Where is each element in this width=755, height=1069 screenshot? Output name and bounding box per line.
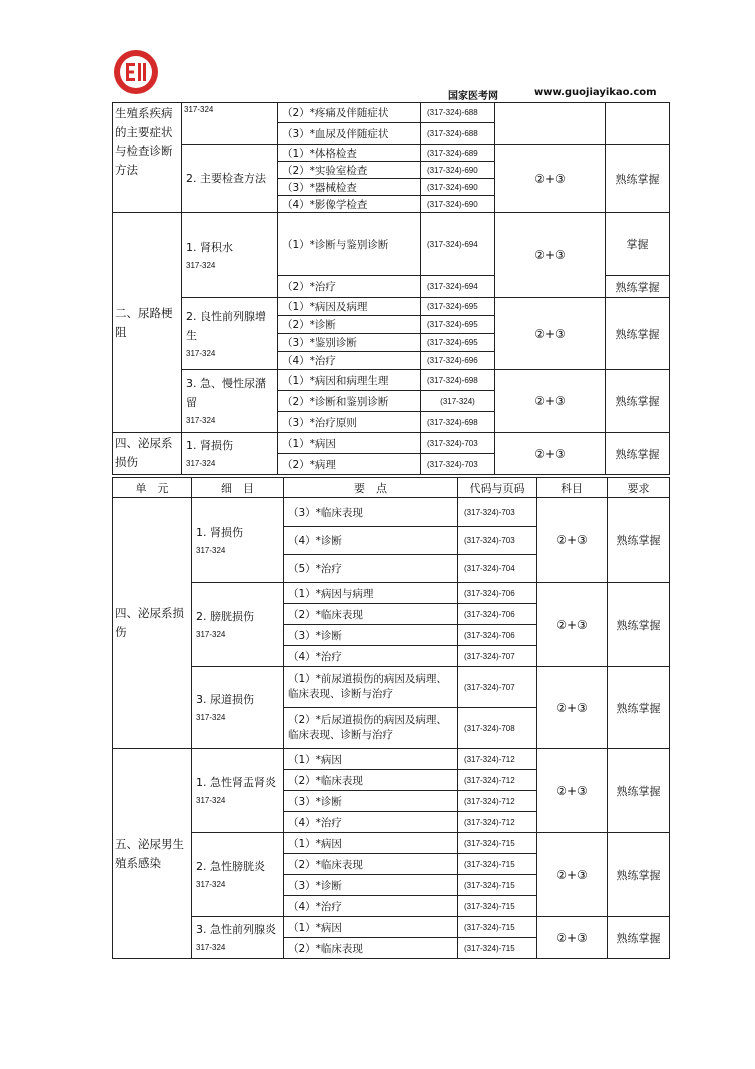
unit-cell: 生殖系疾病的主要症状与检查诊断方法: [113, 103, 182, 213]
code-cell: (317-324)-703: [458, 527, 537, 555]
code-cell: (317-324)-706: [458, 625, 537, 646]
code-cell: (317-324)-708: [458, 708, 537, 749]
code-cell: (317-324)-707: [458, 667, 537, 708]
code-cell: (317-324)-703: [458, 498, 537, 527]
point-cell: （2）*临床表现: [284, 854, 458, 875]
detail-name: 2. 膀胱损伤: [196, 610, 254, 623]
unit-cell: 四、泌尿系损伤: [113, 498, 192, 749]
detail-code: 317-324: [186, 416, 216, 425]
syllabus-table-top: [112, 102, 670, 475]
point-cell: （2）*实验室检查: [278, 162, 421, 179]
code-cell: (317-324)-715: [458, 917, 537, 938]
point-cell: （2）*疼痛及伴随症状: [278, 103, 421, 123]
detail-code: 317-324: [186, 459, 216, 468]
table-row: [113, 749, 670, 770]
detail-cell: [182, 433, 278, 475]
subject-cell: ②+③: [537, 749, 608, 833]
table-row: [113, 583, 670, 604]
code-cell: (317-324)-712: [458, 749, 537, 770]
code-cell: (317-324)-688: [421, 103, 495, 123]
subject-cell: ②+③: [537, 917, 608, 959]
point-cell: （2）*诊断: [278, 316, 421, 334]
subject-cell: ②+③: [495, 213, 606, 298]
point-cell: （3）*治疗原则: [278, 412, 421, 433]
detail-code: 317-324: [196, 545, 226, 555]
detail-name: 2. 主要检查方法: [186, 172, 266, 185]
column-header: 要求: [608, 478, 670, 498]
req-cell: 熟练掌握: [608, 917, 670, 959]
point-cell: （4）*治疗: [284, 896, 458, 917]
point-cell: （1）*病因和病理生理: [278, 370, 421, 391]
table-row: [113, 103, 670, 123]
req-cell: 熟练掌握: [608, 833, 670, 917]
code-cell: (317-324)-698: [421, 370, 495, 391]
detail-cell: [192, 498, 284, 583]
point-cell: （1）*病因及病理: [278, 298, 421, 316]
code-cell: (317-324)-703: [421, 433, 495, 454]
req-cell: 熟练掌握: [606, 298, 670, 370]
req-cell: 熟练掌握: [608, 583, 670, 667]
code-cell: (317-324)-712: [458, 770, 537, 791]
req-cell: 熟练掌握: [608, 498, 670, 583]
req-cell: 熟练掌握: [608, 749, 670, 833]
site-name: 国家医考网: [448, 91, 498, 102]
req-cell: 熟练掌握: [606, 370, 670, 433]
point-cell: （2）*临床表现: [284, 938, 458, 959]
code-cell: (317-324): [421, 391, 495, 412]
unit-cell: 四、泌尿系损伤: [113, 433, 182, 475]
detail-code: 317-324: [186, 348, 216, 358]
table-row: [113, 433, 670, 454]
subject-cell: ②+③: [537, 498, 608, 583]
table-row: [113, 667, 670, 708]
table-row: [113, 917, 670, 938]
req-cell: 熟练掌握: [608, 667, 670, 749]
column-header: 细 目: [192, 478, 284, 498]
subject-cell: [495, 103, 606, 145]
code-cell: (317-324)-707: [458, 646, 537, 667]
unit-cell: 二、尿路梗阻: [113, 213, 182, 433]
detail-name: 3. 急、慢性尿潴留: [186, 377, 266, 409]
point-cell: （1）*病因: [284, 917, 458, 938]
table-row: [113, 498, 670, 527]
code-cell: (317-324)-712: [458, 812, 537, 833]
code-cell: (317-324)-715: [458, 938, 537, 959]
code-cell: (317-324)-689: [421, 145, 495, 162]
unit-cell: 五、泌尿男生殖系感染: [113, 749, 192, 959]
point-cell: （2）*诊断和鉴别诊断: [278, 391, 421, 412]
point-cell: （4）*治疗: [284, 646, 458, 667]
site-url: www.guojiayikao.com: [534, 87, 657, 98]
point-cell: （1）*病因: [278, 433, 421, 454]
subject-cell: ②+③: [495, 433, 606, 475]
point-cell: （3）*诊断: [284, 791, 458, 812]
column-header: 要 点: [284, 478, 458, 498]
code-cell: (317-324)-690: [421, 179, 495, 196]
detail-code: 317-324: [196, 880, 226, 889]
subject-cell: ②+③: [537, 583, 608, 667]
point-cell: （5）*治疗: [284, 555, 458, 583]
point-cell: （2）*病理: [278, 454, 421, 475]
column-header: 代码与页码: [458, 478, 537, 498]
point-cell: （1）*病因: [284, 749, 458, 770]
table-header-row: [113, 478, 670, 498]
req-cell: 熟练掌握: [606, 433, 670, 475]
point-cell: （2）*临床表现: [284, 770, 458, 791]
column-header: 单 元: [113, 478, 192, 498]
detail-name: 3. 尿道损伤: [196, 693, 254, 706]
detail-cell: [182, 145, 278, 213]
code-cell: (317-324)-706: [458, 604, 537, 625]
code-cell: (317-324)-690: [421, 196, 495, 213]
detail-cell: [182, 103, 278, 145]
detail-code: 317-324: [196, 630, 226, 639]
point-cell: （4）*影像学检查: [278, 196, 421, 213]
point-cell: （3）*血尿及伴随症状: [278, 123, 421, 145]
table-row: [113, 298, 670, 316]
point-cell: （2）*临床表现: [284, 604, 458, 625]
subject-cell: ②+③: [495, 145, 606, 213]
point-cell: （3）*诊断: [284, 875, 458, 896]
point-cell: （2）*治疗: [278, 276, 421, 298]
code-cell: (317-324)-695: [421, 298, 495, 316]
code-cell: (317-324)-706: [458, 583, 537, 604]
detail-cell: [182, 370, 278, 433]
detail-name: 1. 肾损伤: [186, 439, 233, 452]
table-row: [113, 833, 670, 854]
code-cell: (317-324)-690: [421, 162, 495, 179]
table-row: [113, 213, 670, 276]
detail-cell: [192, 667, 284, 749]
code-cell: (317-324)-715: [458, 875, 537, 896]
point-cell: （2）*后尿道损伤的病因及病理、临床表现、诊断与治疗: [284, 708, 458, 749]
code-cell: (317-324)-704: [458, 555, 537, 583]
detail-cell: [192, 583, 284, 667]
detail-name: 1. 肾损伤: [196, 525, 243, 539]
column-header: 科目: [537, 478, 608, 498]
point-cell: （1）*病因与病理: [284, 583, 458, 604]
code-cell: (317-324)-715: [458, 854, 537, 875]
subject-cell: ②+③: [495, 370, 606, 433]
detail-cell: [192, 917, 284, 959]
point-cell: （4）*治疗: [284, 812, 458, 833]
req-cell: 掌握: [606, 213, 670, 276]
code-cell: (317-324)-715: [458, 833, 537, 854]
point-cell: （3）*临床表现: [284, 498, 458, 527]
point-cell: （3）*器械检查: [278, 179, 421, 196]
point-cell: （1）*前尿道损伤的病因及病理、临床表现、诊断与治疗: [284, 667, 458, 708]
req-cell: 熟练掌握: [606, 276, 670, 298]
point-cell: （4）*治疗: [278, 352, 421, 370]
detail-code: 317-324: [196, 713, 226, 722]
point-cell: （3）*鉴别诊断: [278, 334, 421, 352]
detail-code: 317-324: [196, 796, 226, 805]
detail-cell: [192, 833, 284, 917]
code-cell: (317-324)-712: [458, 791, 537, 812]
code-cell: (317-324)-688: [421, 123, 495, 145]
code-cell: (317-324)-696: [421, 352, 495, 370]
point-cell: （1）*诊断与鉴别诊断: [278, 213, 421, 276]
point-cell: （1）*病因: [284, 833, 458, 854]
syllabus-table-bottom: [112, 477, 670, 959]
code-cell: (317-324)-694: [421, 213, 495, 276]
subject-cell: ②+③: [495, 298, 606, 370]
detail-code: 317-324: [196, 943, 226, 952]
detail-code: 317-324: [186, 260, 216, 270]
detail-cell: [192, 749, 284, 833]
code-cell: (317-324)-698: [421, 412, 495, 433]
code-cell: (317-324)-703: [421, 454, 495, 475]
subject-cell: ②+③: [537, 833, 608, 917]
detail-cell: [182, 298, 278, 370]
detail-name: 1. 肾积水: [186, 240, 233, 254]
detail-name: 2. 良性前列腺增生: [186, 309, 266, 342]
code-cell: (317-324)-695: [421, 334, 495, 352]
exam-logo-icon: [112, 48, 160, 96]
detail-cell: [182, 213, 278, 298]
detail-name: 1. 急性肾盂肾炎: [196, 776, 276, 789]
req-cell: 熟练掌握: [606, 145, 670, 213]
code-cell: (317-324)-694: [421, 276, 495, 298]
code-cell: (317-324)-695: [421, 316, 495, 334]
point-cell: （4）*诊断: [284, 527, 458, 555]
detail-name: 3. 急性前列腺炎: [196, 923, 276, 936]
detail-code: 317-324: [184, 105, 214, 114]
table-row: [113, 145, 670, 162]
point-cell: （3）*诊断: [284, 625, 458, 646]
subject-cell: ②+③: [537, 667, 608, 749]
point-cell: （1）*体格检查: [278, 145, 421, 162]
table-row: [113, 370, 670, 391]
detail-name: 2. 急性膀胱炎: [196, 860, 265, 873]
req-cell: [606, 103, 670, 145]
code-cell: (317-324)-715: [458, 896, 537, 917]
